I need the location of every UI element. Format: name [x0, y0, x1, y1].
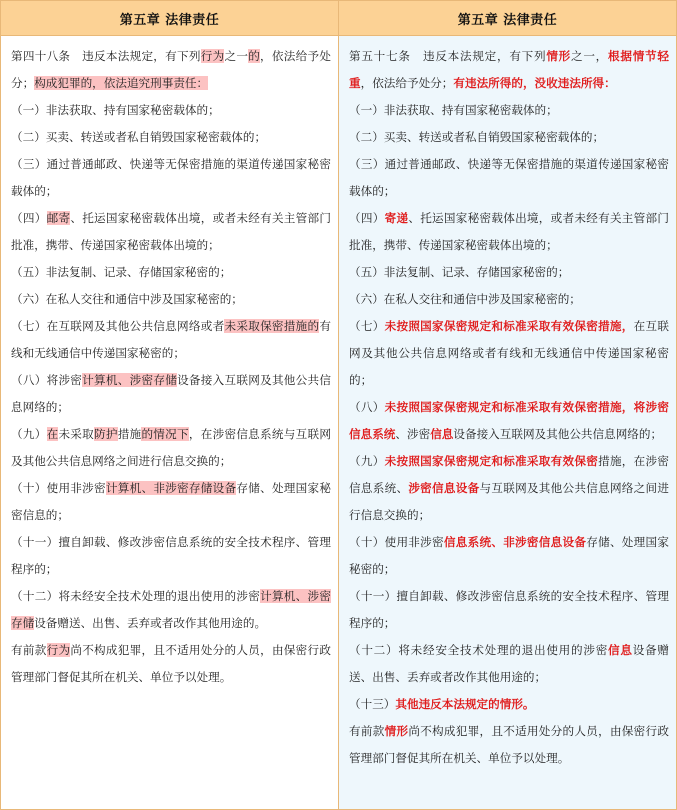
- highlighted-text: 构成犯罪的，依法追究刑事责任：: [34, 76, 209, 90]
- old-law-paragraph: [11, 529, 331, 583]
- body-row: [1, 35, 676, 809]
- text-run: （五）非法复制、记录、存储国家秘密的；: [349, 265, 570, 279]
- text-run: 尚不构成犯罪，且不适用处分的人员，由保密行政管理部门督促其所在机关、单位予以处理。: [11, 643, 331, 684]
- text-run: （三）通过普通邮政、快递等无保密措施的渠道传递国家秘密载体的；: [349, 157, 669, 198]
- new-law-paragraph: [349, 637, 669, 691]
- emphasized-text: 根据情节轻重: [349, 49, 669, 90]
- text-run: （十一）擅自卸载、修改涉密信息系统的安全技术程序、管理程序的；: [11, 535, 331, 576]
- emphasized-text: 寄递: [384, 211, 409, 225]
- text-run: 设备赠送、出售、丢弃或者改作其他用途的。: [34, 616, 267, 630]
- right-column-header: 第五章 法律责任: [339, 1, 676, 35]
- emphasized-text: 未按照国家保密规定和标准采取有效保密措施，: [384, 319, 634, 333]
- old-law-column: [1, 36, 339, 809]
- highlighted-text: 行为: [200, 49, 225, 63]
- text-run: 在互联网及其他公共信息网络或者有线和无线通信中传递国家秘密的；: [349, 319, 669, 387]
- new-law-paragraph: [349, 718, 669, 772]
- text-run: 存储、处理国家秘密信息的；: [11, 481, 331, 522]
- text-run: 措施，在涉密信息系统、: [349, 454, 669, 495]
- old-law-paragraph: [11, 583, 331, 637]
- text-run: （二）买卖、转送或者私自销毁国家秘密载体的；: [11, 130, 267, 144]
- emphasized-text: 信息: [608, 643, 633, 657]
- text-run: 之一: [224, 49, 249, 63]
- header-row: [1, 1, 676, 35]
- text-run: 有线和无线通信中传递国家秘密的；: [11, 319, 331, 360]
- text-run: 第四十八条 违反本法规定，有下列: [11, 49, 201, 63]
- text-run: （八）将涉密: [11, 373, 83, 387]
- text-run: （五）非法复制、记录、存储国家秘密的；: [11, 265, 232, 279]
- text-run: （十）使用非涉密: [11, 481, 106, 495]
- text-run: （一）非法获取、持有国家秘密载体的；: [11, 103, 220, 117]
- emphasized-text: 有违法所得的，没收违法所得：: [453, 76, 616, 90]
- text-run: （一）非法获取、持有国家秘密载体的；: [349, 103, 558, 117]
- old-law-paragraph: [11, 367, 331, 421]
- old-law-paragraph: [11, 259, 331, 286]
- text-run: ，依法给予处分；: [360, 76, 454, 90]
- text-run: （八）: [349, 400, 385, 414]
- highlighted-text: 防护: [94, 427, 118, 441]
- text-run: 设备接入互联网及其他公共信息网络的；: [11, 373, 331, 414]
- emphasized-text: 信息: [430, 427, 454, 441]
- text-run: （十二）将未经安全技术处理的退出使用的涉密: [11, 589, 261, 603]
- new-law-paragraph: [349, 691, 669, 718]
- emphasized-text: 涉密信息设备: [408, 481, 480, 495]
- text-run: （四）: [11, 211, 47, 225]
- text-run: （十三）: [349, 697, 396, 711]
- new-law-paragraph: [349, 43, 669, 97]
- highlighted-text: 的: [248, 49, 261, 63]
- emphasized-text: 情形: [384, 724, 409, 738]
- text-run: 第五十七条 违反本法规定，有下列: [349, 49, 547, 63]
- text-run: （九）: [349, 454, 385, 468]
- text-run: 未采取: [58, 427, 95, 441]
- text-run: （十）使用非涉密: [349, 535, 444, 549]
- old-law-paragraph: [11, 475, 331, 529]
- text-run: （九）: [11, 427, 47, 441]
- text-run: 、托运国家秘密载体出境，或者未经有关主管部门批准，携带、传递国家秘密载体出境的；: [349, 211, 669, 252]
- text-run: （三）通过普通邮政、快递等无保密措施的渠道传递国家秘密载体的；: [11, 157, 331, 198]
- text-run: 存储、处理国家秘密的；: [349, 535, 669, 576]
- new-law-paragraph: [349, 313, 669, 394]
- emphasized-text: 未按照国家保密规定和标准采取有效保密措施，将涉密信息系统: [349, 400, 669, 441]
- old-law-paragraph: [11, 421, 331, 475]
- text-run: 尚不构成犯罪，且不适用处分的人员，由保密行政管理部门督促其所在机关、单位予以处理。: [349, 724, 669, 765]
- text-run: （七）: [349, 319, 385, 333]
- highlighted-text: 计算机、非涉密存储设备: [105, 481, 237, 495]
- highlighted-text: 行为: [46, 643, 71, 657]
- text-run: ，依法给予处分；: [11, 49, 331, 90]
- old-law-paragraph: [11, 313, 331, 367]
- highlighted-text: 邮寄: [46, 211, 71, 225]
- old-law-paragraph: [11, 97, 331, 124]
- text-run: 、涉密: [395, 427, 431, 441]
- text-run: 有前款: [11, 643, 47, 657]
- new-law-paragraph: [349, 97, 669, 124]
- highlighted-text: 在: [46, 427, 59, 441]
- new-law-paragraph: [349, 286, 669, 313]
- old-law-paragraph: [11, 124, 331, 151]
- text-run: ，在涉密信息系统与互联网及其他公共信息网络之间进行信息交换的；: [11, 427, 331, 468]
- text-run: （六）在私人交往和通信中涉及国家秘密的；: [349, 292, 581, 306]
- emphasized-text: 信息系统、非涉密信息设备: [443, 535, 587, 549]
- text-run: 措施: [117, 427, 142, 441]
- new-law-paragraph: [349, 259, 669, 286]
- emphasized-text: 其他违反本法规定的情形。: [395, 697, 535, 711]
- new-law-paragraph: [349, 583, 669, 637]
- text-run: （十一）擅自卸载、修改涉密信息系统的安全技术程序、管理程序的；: [349, 589, 669, 630]
- left-column-header: 第五章 法律责任: [1, 1, 339, 35]
- text-run: 设备接入互联网及其他公共信息网络的；: [453, 427, 663, 441]
- text-run: 与互联网及其他公共信息网络之间进行信息交换的；: [349, 481, 669, 522]
- text-run: （十二）将未经安全技术处理的退出使用的涉密: [349, 643, 609, 657]
- text-run: （四）: [349, 211, 385, 225]
- text-run: （二）买卖、转送或者私自销毁国家秘密载体的；: [349, 130, 605, 144]
- emphasized-text: 情形: [546, 49, 572, 63]
- text-run: （六）在私人交往和通信中涉及国家秘密的；: [11, 292, 243, 306]
- new-law-paragraph: [349, 205, 669, 259]
- new-law-paragraph: [349, 124, 669, 151]
- emphasized-text: 未按照国家保密规定和标准采取有效保密: [384, 454, 599, 468]
- new-law-paragraph: [349, 394, 669, 448]
- highlighted-text: 计算机、涉密存储: [82, 373, 178, 387]
- text-run: 之一，: [571, 49, 609, 63]
- new-law-paragraph: [349, 151, 669, 205]
- old-law-paragraph: [11, 151, 331, 205]
- new-law-paragraph: [349, 529, 669, 583]
- old-law-paragraph: [11, 205, 331, 259]
- new-law-column: [339, 36, 676, 809]
- old-law-paragraph: [11, 43, 331, 97]
- old-law-paragraph: [11, 286, 331, 313]
- new-law-paragraph: [349, 448, 669, 529]
- text-run: 、托运国家秘密载体出境，或者未经有关主管部门批准，携带、传递国家秘密载体出境的；: [11, 211, 331, 252]
- text-run: 设备赠送、出售、丢弃或者改作其他用途的；: [349, 643, 669, 684]
- text-run: （七）在互联网及其他公共信息网络或者: [11, 319, 225, 333]
- highlighted-text: 未采取保密措施的: [224, 319, 320, 333]
- text-run: 有前款: [349, 724, 385, 738]
- highlighted-text: 计算机、涉密存储: [11, 589, 331, 630]
- highlighted-text: 的情况下: [141, 427, 189, 441]
- old-law-paragraph: [11, 637, 331, 691]
